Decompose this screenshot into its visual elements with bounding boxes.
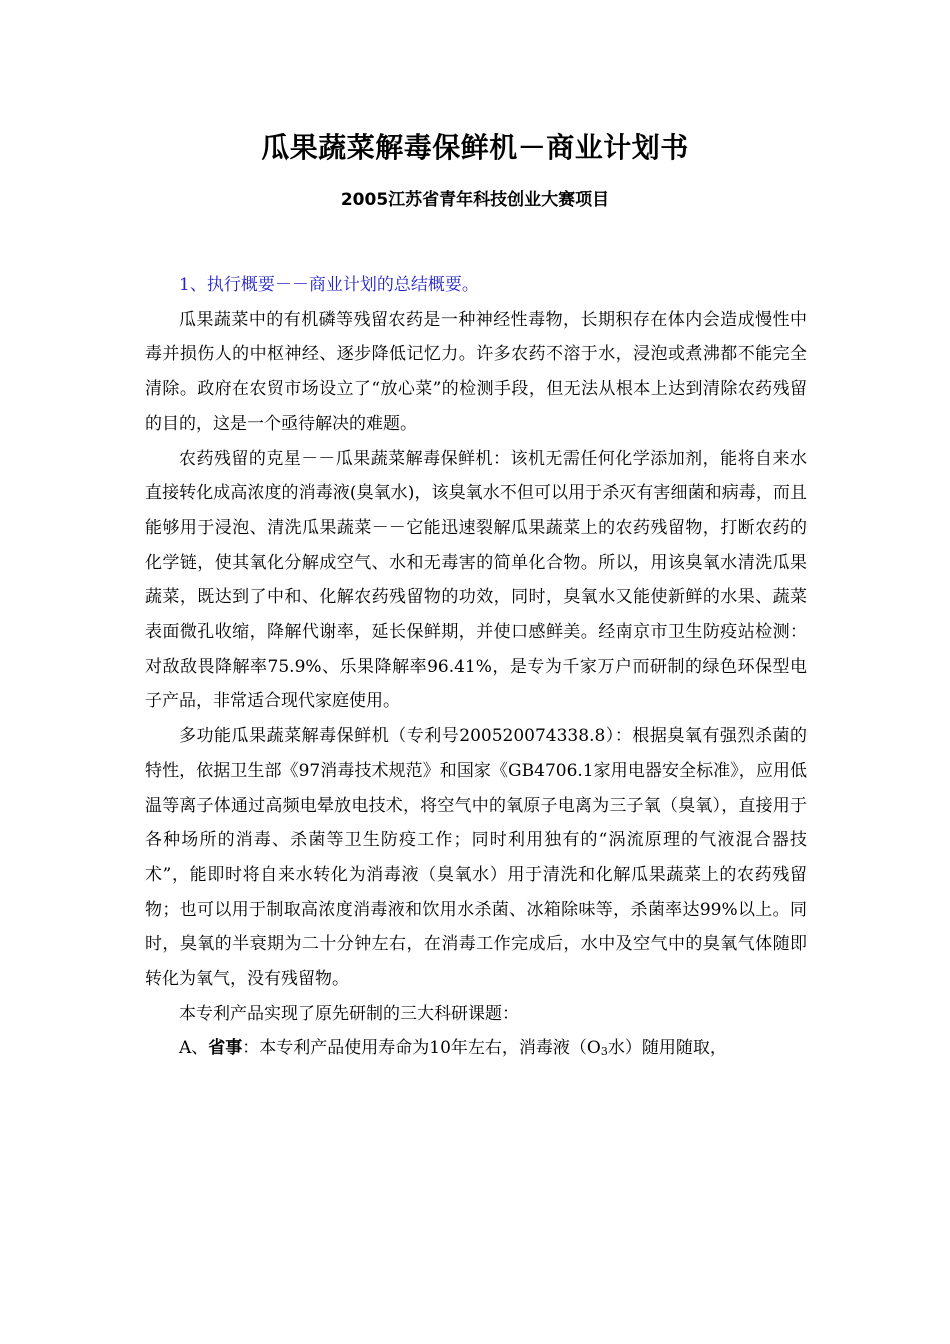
document-title: 瓜果蔬菜解毒保鲜机－商业计划书 [261, 131, 689, 164]
item-a-text-part2: 水）随用随取， [607, 1038, 727, 1059]
paragraph-item-a [145, 1031, 807, 1070]
ozone-subscript: 3 [600, 1045, 608, 1059]
item-a-prefix: A、 [179, 1038, 209, 1059]
paragraph-ozone-water: 农药残留的克星－－瓜果蔬菜解毒保鲜机：该机无需任何化学添加剂，能将自来水直接转化成高浓度的消毒液(臭氧水)，该臭氧水不但可以用于杀灭有害细菌和病毒，而且能够用于浸泡、清洗瓜果蔬菜－－它能迅速裂解瓜果蔬菜上的农药残留物，打断农药的化学链，使其氧化分解成空气、水和无毒害的简单化合物。所以，用该臭氧水清洗瓜果蔬菜，既达到了中和、化解农药残留物的功效，同时，臭氧水又能使新鲜的水果、蔬菜表面微孔收缩，降解代谢率，延长保鲜期，并使口感鲜美。经南京市卫生防疫站检测：对敌敌畏降解率75.9%、乐果降解率96.41%，是专为千家万户而研制的绿色环保型电子产品，非常适合现代家庭使用。 [145, 448, 807, 712]
paragraph-pesticide-problem: 瓜果蔬菜中的有机磷等残留农药是一种神经性毒物，长期积存在体内会造成慢性中毒并损伤人的中枢神经、逐步降低记忆力。许多农药不溶于水，浸泡或煮沸都不能完全清除。政府在农贸市场设立了“放心菜”的检测手段，但无法从根本上达到清除农药残留的目的，这是一个亟待解决的难题。 [145, 309, 807, 434]
paragraph-research-topics: 本专利产品实现了原先研制的三大科研课题： [179, 1003, 519, 1024]
paragraph-multifunction-machine: 多功能瓜果蔬菜解毒保鲜机（专利号200520074338.8）：根据臭氧有强烈杀菌的特性，依据卫生部《97消毒技术规范》和国家《GB4706.1家用电器安全标准》，应用低温等离子体通过高频电晕放电技术，将空气中的氧原子电离为三子氧（臭氧），直接用于各种场所的消毒、杀菌等卫生防疫工作；同时利用独有的“涡流原理的气液混合器技术”，能即时将自来水转化为消毒液（臭氧水）用于清洗和化解瓜果蔬菜上的农药残留物；也可以用于制取高浓度消毒液和饮用水杀菌、冰箱除味等，杀菌率达99%以上。同时，臭氧的半衰期为二十分钟左右，在消毒工作完成后，水中及空气中的臭氧气体随即转化为氧气，没有残留物。 [145, 726, 807, 990]
item-a-label: 省事 [208, 1038, 243, 1059]
section-heading: 1、执行概要－－商业计划的总结概要。 [179, 275, 479, 295]
item-a-text-part1: ：本专利产品使用寿命为10年左右，消毒液（O [242, 1038, 601, 1059]
document-subtitle: 2005江苏省青年科技创业大赛项目 [340, 190, 610, 210]
document-body [145, 268, 807, 1070]
